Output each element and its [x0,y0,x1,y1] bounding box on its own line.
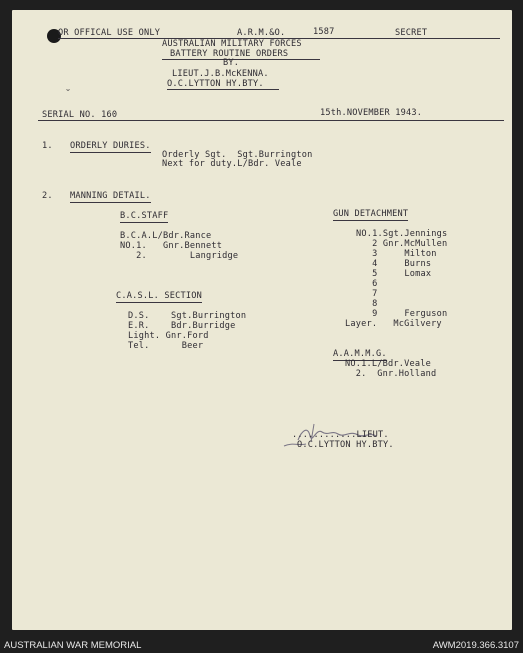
list-item: 2 Gnr.McMullen [356,239,448,249]
signature-unit: O.C.LYTTON HY.BTY. [297,440,394,450]
arm-reference: A.R.M.&O. [237,28,286,38]
bc-staff-heading: B.C.STAFF [120,211,169,221]
aamg-heading: A.A.M.M.G. [333,349,387,359]
unit-name: O.C.LYTTON HY.BTY. [167,79,264,89]
list-item: B.C.A.L/Bdr.Rance [120,231,212,241]
list-item: Tel. Beer [128,341,204,351]
arm-number: 1587 [313,27,335,37]
section1-number: 1. [42,141,53,151]
list-item: NO.1.Sgt.Jennings [356,229,448,239]
list-item: 5 Lomax [356,269,432,279]
list-item: 9 Ferguson [356,309,448,319]
list-item: Light. Gnr.Ford [128,331,209,341]
officer-name: LIEUT.J.B.McKENNA. [172,69,269,79]
org-title: AUSTRALIAN MILITARY FORCES [162,39,302,49]
list-item: E.R. Bdr.Burridge [128,321,236,331]
tick-mark: ˘ [65,89,72,100]
list-item: 8 [356,299,378,309]
archive-reference: AWM2019.366.3107 [432,640,519,651]
order-date: 15th.NOVEMBER 1943. [320,108,423,118]
gun-detachment-heading: GUN DETACHMENT [333,209,409,219]
by-label: BY. [223,58,240,68]
orderly-sgt-line: Orderly Sgt. Sgt.Burrington [162,150,313,160]
list-item: 6 [356,279,378,289]
section2-heading: MANNING DETAIL. [70,191,151,201]
list-item: Layer. McGilvery [345,319,442,329]
list-item: NO.1. Gnr.Bennett [120,241,223,251]
casl-heading: C.A.S.L. SECTION [116,291,202,301]
list-item: 7 [356,289,378,299]
serial-number: SERIAL NO. 160 [42,110,118,120]
list-item: 4 Burns [356,259,432,269]
serial-rule [38,120,504,121]
classification-label: SECRET [395,28,428,38]
next-duty-line: Next for duty.L/Bdr. Veale [162,159,302,169]
section2-number: 2. [42,191,53,201]
signature-line: ............LIEUT. [292,430,389,440]
section1-heading: ORDERLY DURIES. [70,141,151,151]
official-use-label: OR OFFICAL USE ONLY [58,28,161,38]
archive-credit: AUSTRALIAN WAR MEMORIAL [4,640,142,651]
list-item: 2. Gnr.Holland [345,369,437,379]
list-item: 2. Langridge [120,251,239,261]
title-rule [162,59,320,60]
unit-rule [167,89,279,90]
orders-title: BATTERY ROUTINE ORDERS [170,49,289,59]
list-item: NO.1.L/Bdr.Veale [345,359,431,369]
list-item: 3 Milton [356,249,437,259]
list-item: D.S. Sgt.Burrington [128,311,247,321]
